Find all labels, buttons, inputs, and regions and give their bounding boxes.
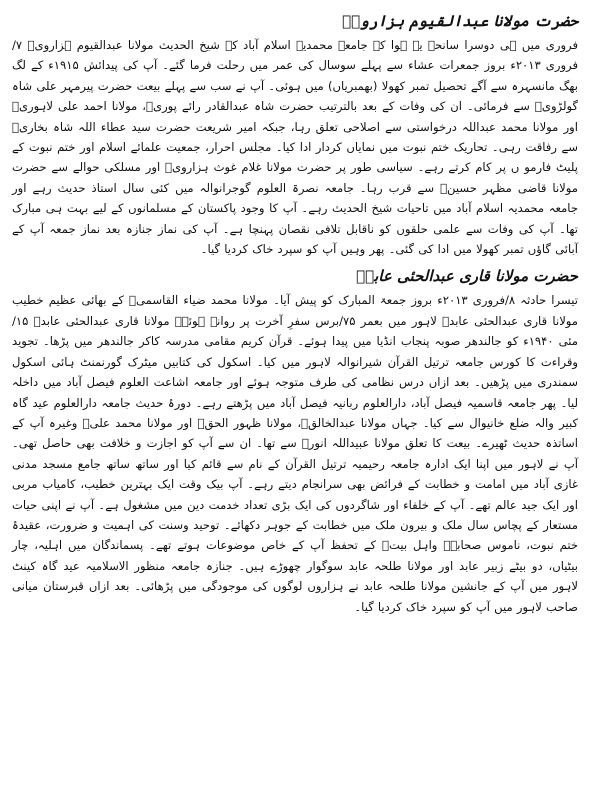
section-title-abid: حضرت مولانا قاری عبدالحئی عابدؒ bbox=[356, 267, 578, 286]
section-title-hazarvi: حضرت مولانا عبدالقیوم ہزارویؒ bbox=[342, 12, 578, 30]
section-body-hazarvi: فروری میں ہی دوسرا سانحہ یہ ہوا کہ جامعہ محمدیہ اسلام آباد کے شیخ الحدیث مولانا عبدالقیوم ہزارویؒ ۷/فروری ۲۰۱۳ء بروز جمعرات عشاء سے پہلے سوسال کی عمر میں رحلت فرما گئے۔ آپ کی پیدائش ۱۹۱۵ء کے لگ بھگ مانسہرہ سے آگے تحصیل تمبر کھولا (بھمبریاں) میں ہوئی۔ آپ نے سب سے پہلے بیعت حضرت پیرمہر علی شاہ گولڑویؒ سے فرمائی۔ ان کی وفات کے بعد بالترتیب حضرت شاہ عبدالقادر رائے پوریؒ، مولانا احمد علی لاہوریؒ اور مولانا محمد عبداللہ درخواستی سے اصلاحی تعلق رہا، جبکہ امیر شریعت حضرت سید عطاء اللہ شاہ بخاریؒ سے رفاقت رہی۔ تحاریک ختم نبوت میں نمایاں کردار ادا کیا۔ مجلس احرار، جمعیت علمائے اسلام اور ختم نبوت کے پلیٹ فارمو ں پر کام کرتے رہے۔ سیاسی طور پر حضرت مولانا غلام غوث ہزارویؒ اور مسلکی حوالے سے حضرت مولانا قاضی مظہر حسینؒ سے قرب رہا۔ جامعہ نصرۃ العلوم گوجرانوالہ میں کئی سال استاذ حدیث رہے اور جامعہ محمدیہ اسلام آباد میں تاحیات شیخ الحدیث رہے۔ آپ کا وجود پاکستان کے مسلمانوں کے لیے بہت ہی مبارک تھا۔ آپ کی وفات سے علمی حلقوں کو ناقابل تلافی نقصان پہنچا ہے۔ آپ کی نماز جنازہ بعد نماز جمعہ آپ کے آبائی گاؤں تمبر کھولا میں ادا کی گئی۔ پھر وہیں آپ کو سپرد خاک کردیا گیا۔ bbox=[12, 38, 578, 257]
section-body-abid: تیسرا حادثہ ۸/فروری ۲۰۱۳ء بروز جمعۃ المبارک کو پیش آیا۔ مولانا محمد ضیاء القاسمیؒ کے بھائی عظیم خطیب مولانا قاری عبدالحئی عابدؒ لاہور میں بعمر ۷۵/برس سفرِ آخرت پر روانہ ہوئے۔ مولانا قاری عبدالحئی عابدؒ ۱۵/مئی ۱۹۴۰ء کو جالندھر صوبہ پنجاب انڈیا میں پیدا ہوئے۔ قرآن کریم مقامی مدرسہ کاکر جالندھر میں پڑھا۔ تجوید وقراءت کا کورس جامعہ ترتیل القرآن شیرانوالہ لاہور میں کیا۔ اسکول کی کتابیں میٹرک گورنمنٹ ہائی اسکول سمندری میں پڑھیں۔ بعد ازاں درس نظامی کی طرف متوجہ ہوئے اور جامعہ اشاعت العلوم فیصل آباد میں داخلہ لیا۔ پھر جامعہ قاسمیہ فیصل آباد، دارالعلوم ربانیہ فیصل آباد میں پڑھتے رہے۔ دورۂ حدیث جامعہ دارالعلوم عید گاہ کبیر والہ ضلع خانیوال سے کیا۔ جہاں مولانا عبدالخالقؒ، مولانا ظہور الحقؒ اور مولانا محمد علیؒ وغیرہ آپ کے اساتذہ حدیث ٹھیرے۔ بیعت کا تعلق مولانا عبیداللہ انورؒ سے تھا۔ ان سے آپ کو اجازت و خلافت بھی حاصل تھی۔ آپ نے لاہور میں اپنا ایک ادارہ جامعہ رحیمیہ ترتیل القرآن کے نام سے قائم کیا اور ساتھ ساتھ جامع مسجد مدنی غازی آباد میں امامت و خطابت کے فرائض بھی سرانجام دیتے رہے۔ آپ بیک وقت ایک بہترین خطیب، کامیاب مربی اور ایک جید عالم تھے۔ آپ کے خلفاء اور شاگردوں کی ایک بڑی تعداد خدمت دین میں مشغول ہے۔ آپ نے اپنی حیات مستعار کے پچاس سال ملک و بیرون ملک میں خطابت کے جوہر دکھائے۔ توحید وسنت کی اہمیت و ضرورت، عقیدۂ ختم نبوت، ناموس صحابہؓ واہل بیتؓ کے تحفظ آپ کے خاص موضوعات ہوتے تھے۔ پسماندگان میں اہلیہ، چار بیٹیاں، دو بیٹے زبیر عابد اور مولانا طلحہ عابد سوگوار چھوڑے ہیں۔ جنازہ جامعہ منظور الاسلامیہ عید گاہ کینٹ لاہور میں آپ کے جانشین مولانا طلحہ عابد نے ہزاروں لوگوں کی موجودگی میں پڑھائی۔ بعد ازاں قبرستان میانی صاحب لاہور میں آپ کو سپرد خاک کردیا گیا۔ bbox=[12, 293, 579, 614]
